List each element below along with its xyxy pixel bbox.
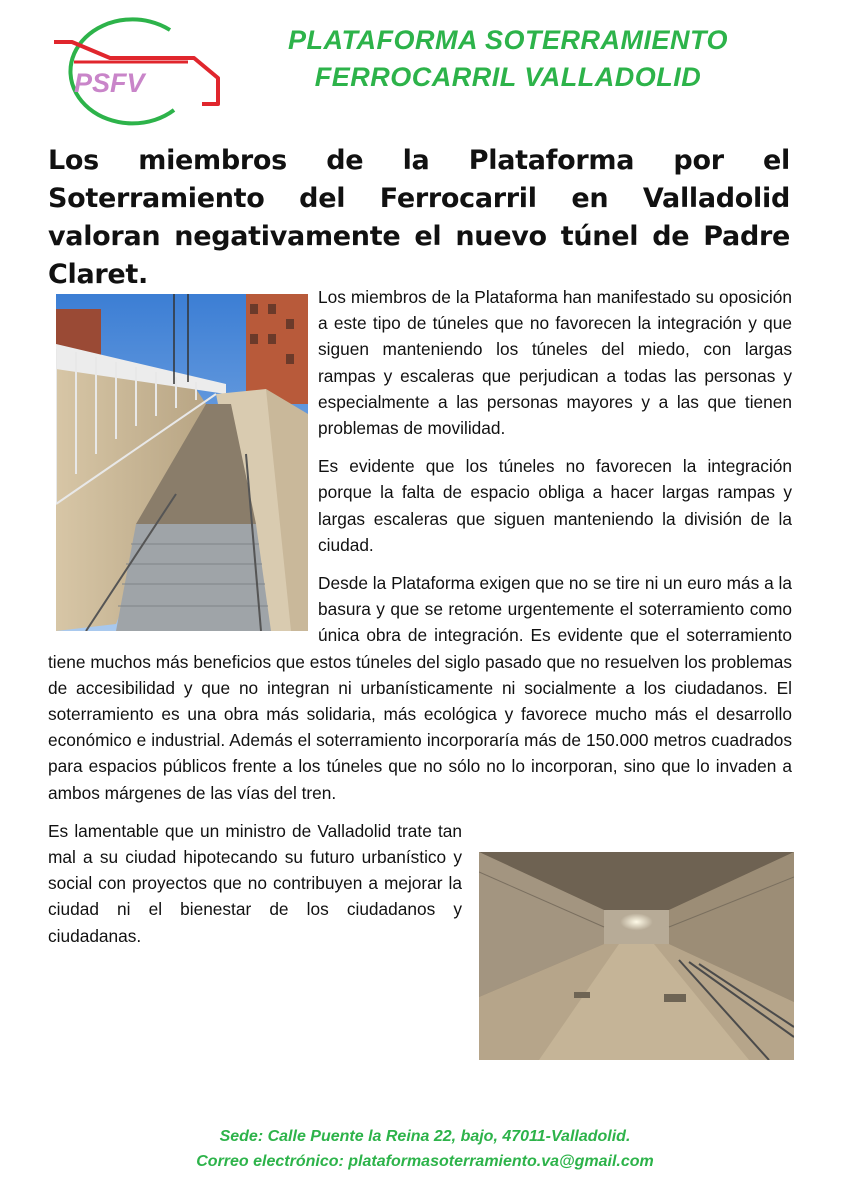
paragraph: Es lamentable que un ministro de Valladolid trate tan mal a su ciudad hipotecando su futuro urbanístico y social con proyectos que no contribuyen a mejorar la ciudad ni el bienestar de los ciudadanos y ciudadanas. [48,820,462,946]
headline: Los miembros de la Plataforma por el Soterramiento del Ferrocarril en Valladolid valoran negativamente el nuevo túnel de Padre Claret. [48,145,790,290]
footer-address: Sede: Calle Puente la Reina 22, bajo, 47011-Valladolid. [219,1128,631,1145]
article-body [48,284,792,1060]
psfv-logo-icon [52,12,220,130]
organization-title-line2: FERROCARRIL VALLADOLID [314,62,702,92]
footer-contact [0,1124,850,1174]
organization-title [228,22,788,96]
footer-email: Correo electrónico: plataformasoterramiento.va@gmail.com [196,1153,654,1170]
paragraph: Los miembros de la Plataforma han manifestado su oposición a este tipo de túneles que no favorecen la integración y que siguen manteniendo los túneles del miedo, con largas rampas y escaleras que perjudican a todas las personas y especialmente a las personas mayores y a las que tienen problemas de movilidad. [318,287,792,439]
photo-spacer [474,840,792,1060]
organization-title-line1: PLATAFORMA SOTERRAMIENTO [288,25,728,55]
logo-text: PSFV [74,68,145,98]
paragraph: Desde la Plataforma exigen que no se tire ni un euro más a la basura y que se retome urgentemente el soterramiento como única obra de integración. Es evidente que el soterramiento tiene muchos más beneficios que estos túneles del siglo pasado que no resuelven los problemas de accesibilidad y que no integran ni urbanísticamente ni socialmente a los ciudadanos. El soterramiento es una obra más solidaria, más ecológica y favorece mucho más el desarrollo económico e industrial. Además el soterramiento incorporaría más de 150.000 metros cuadrados para espacios públicos frente a los túneles que no sólo no lo incorporan, sino que lo invaden a ambos márgenes de las vías del tren. [48,570,792,806]
paragraph: Es evidente que los túneles no favorecen la integración porque la falta de espacio obliga a hacer largas rampas y largas escaleras que siguen manteniendo la división de la ciudad. [318,456,792,555]
